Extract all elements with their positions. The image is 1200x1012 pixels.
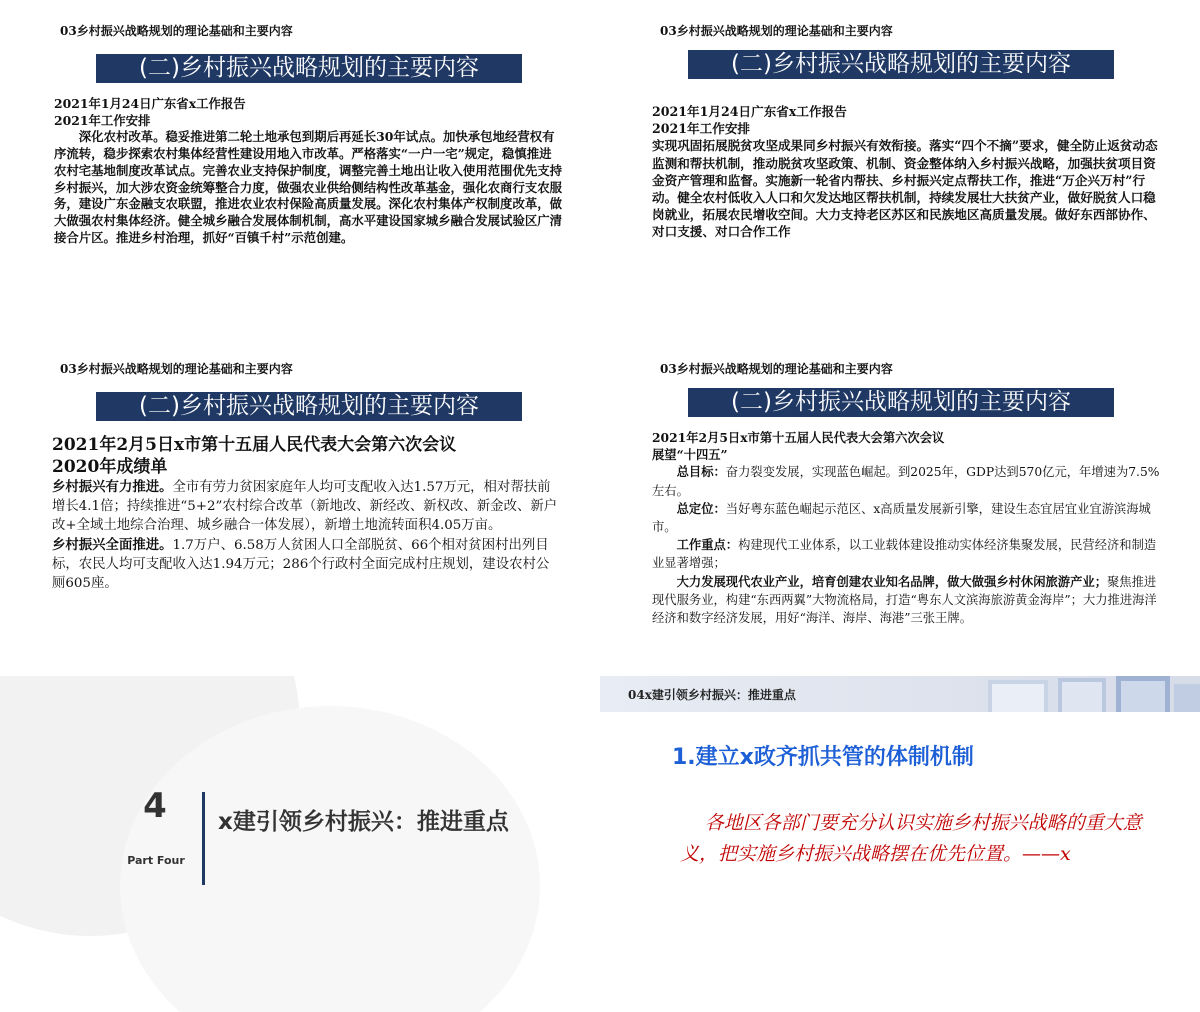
- paragraph-2-text: 当好粤东蓝色崛起示范区、x高质量发展新引擎，建设生态宜居宜业宜游滨海城市。: [652, 501, 1151, 535]
- paragraph-1: [52, 478, 562, 536]
- section-banner: (二)乡村振兴战略规划的主要内容: [96, 54, 522, 83]
- outlook-title: 展望“十四五”: [652, 447, 728, 463]
- section-header: 03乡村振兴战略规划的理论基础和主要内容: [60, 362, 293, 376]
- paragraph-3-text: 构建现代工业体系，以工业载体建设推动实体经济集聚发展，民营经济和制造业显著增强；: [652, 538, 1157, 571]
- slide-5: [0, 676, 600, 1012]
- paragraph-1-lead: 总目标：: [676, 464, 726, 480]
- report-subtitle: 2021年工作安排: [54, 112, 151, 128]
- slide-body: [652, 103, 1160, 241]
- section-header: 03乡村振兴战略规划的理论基础和主要内容: [660, 24, 893, 38]
- section-banner: (二)乡村振兴战略规划的主要内容: [688, 50, 1114, 79]
- paragraph-1-text: 全市有劳力贫困家庭年人均可支配收入达1.57万元，相对帮扶前增长4.1倍；持续推进“5+2”农村综合改革（新地改、新经改、新权改、新金改、新户改+全域土地综合治理、城乡融合一体发展），新增土地流转面积4.05万亩。: [52, 480, 558, 534]
- slide-6: [600, 676, 1200, 1012]
- paragraph-1: [652, 463, 1162, 499]
- report-paragraph: 实现巩固拓展脱贫攻坚成果同乡村振兴有效衔接。落实“四个不摘”要求，健全防止返贫动态监测和帮扶机制，推动脱贫攻坚政策、机制、资金整体纳入乡村振兴战略，加强扶贫项目资金资产管理和监督。实施新一轮省内帮扶、乡村振兴定点帮扶工作，推进“万企兴万村”行动。健全农村低收入人口和欠发达地区帮扶机制，持续发展壮大扶贫产业，做好脱贫人口稳岗就业，拓展农民增收空间。大力支持老区苏区和民族地区高质量发展。做好东西部协作、对口支援、对口合作工作: [652, 138, 1158, 240]
- paragraph-2-lead: 总定位：: [676, 500, 726, 516]
- slide-3: [0, 338, 600, 675]
- meeting-title: 2021年2月5日x市第十五届人民代表大会第六次会议: [52, 435, 457, 455]
- paragraph-3-lead: 工作重点：: [676, 537, 739, 553]
- slide-heading: 1.建立x政齐抓共管的体制机制: [672, 745, 974, 770]
- report-paragraph: 深化农村改革。稳妥推进第二轮土地承包到期后再延长30年试点。加快承包地经营权有序流转，稳步探索农村集体经营性建设用地入市改革。严格落实“一户一宅”规定，稳慎推进农村宅基地制度改革试点。完善农业支持保护制度，调整完善土地出让收入使用范围优先支持乡村振兴，加大涉农资金统筹整合力度，做强农业供给侧结构性改革基金，强化农商行支农服务，建设广东金融支农联盟，推进农业农村保险高质量发展。深化农村集体产权制度改革，做大做强农村集体经济。健全城乡融合发展体制机制，高水平建设国家城乡融合发展试验区广清接合片区。推进乡村治理，抓好“百镇千村”示范创建。: [54, 129, 563, 245]
- slide-1: [0, 0, 600, 337]
- paragraph-2-text: 1.7万户、6.58万人贫困人口全部脱贫、66个相对贫困村出列目标，农民人均可支配收入达1.94万元；286个行政村全面完成村庄规划，建设农村公厕605座。: [52, 537, 550, 592]
- report-card-title: 2020年成绩单: [52, 457, 168, 477]
- report-title: 2021年1月24日广东省x工作报告: [54, 96, 246, 111]
- part-label: Part Four: [127, 854, 185, 867]
- part-number: 4: [143, 786, 167, 826]
- cubes-decoration: [988, 676, 1200, 712]
- paragraph-2: [52, 536, 562, 594]
- paragraph-1-text: 奋力裂变发展，实现蓝色崛起。到2025年，GDP达到570亿元，年增速为7.5%左右。: [652, 465, 1160, 498]
- paragraph-3: [652, 536, 1162, 572]
- part-title: x建引领乡村振兴：推进重点: [218, 809, 509, 835]
- paragraph-1-lead: 乡村振兴有力推进。: [52, 479, 173, 495]
- quote-text: 各地区各部门要充分认识实施乡村振兴战略的重大意义，把实施乡村振兴战略摆在优先位置。——x: [680, 812, 1142, 865]
- slide-4: [600, 338, 1200, 675]
- paragraph-4: [652, 573, 1162, 628]
- paragraph-4-text: 聚焦推进现代服务业，构建“东西两翼”大物流格局，打造“粤东人文滨海旅游黄金海岸”；大力推进海洋经济和数字经济发展，用好“海洋、海岸、海港”三张王牌。: [652, 574, 1157, 626]
- slide-2: [600, 0, 1200, 337]
- meeting-title: 2021年2月5日x市第十五届人民代表大会第六次会议: [652, 430, 945, 445]
- paragraph-4-lead: 大力发展现代农业产业，培育创建农业知名品牌，做大做强乡村休闲旅游产业；: [676, 573, 1107, 589]
- section-header: 03乡村振兴战略规划的理论基础和主要内容: [660, 362, 893, 376]
- report-title: 2021年1月24日广东省x工作报告: [652, 104, 847, 119]
- slide-body: [54, 96, 562, 246]
- divider: [202, 792, 205, 885]
- section-header: 03乡村振兴战略规划的理论基础和主要内容: [60, 24, 293, 38]
- section-banner: (二)乡村振兴战略规划的主要内容: [96, 392, 522, 421]
- slide-body: [652, 429, 1162, 627]
- report-subtitle: 2021年工作安排: [652, 121, 751, 137]
- slide-body: [52, 434, 562, 593]
- section-banner: (二)乡村振兴战略规划的主要内容: [688, 388, 1114, 417]
- paragraph-2: [652, 500, 1162, 536]
- section-title: 04x建引领乡村振兴：推进重点: [628, 688, 796, 702]
- paragraph-2-lead: 乡村振兴全面推进。: [52, 536, 173, 553]
